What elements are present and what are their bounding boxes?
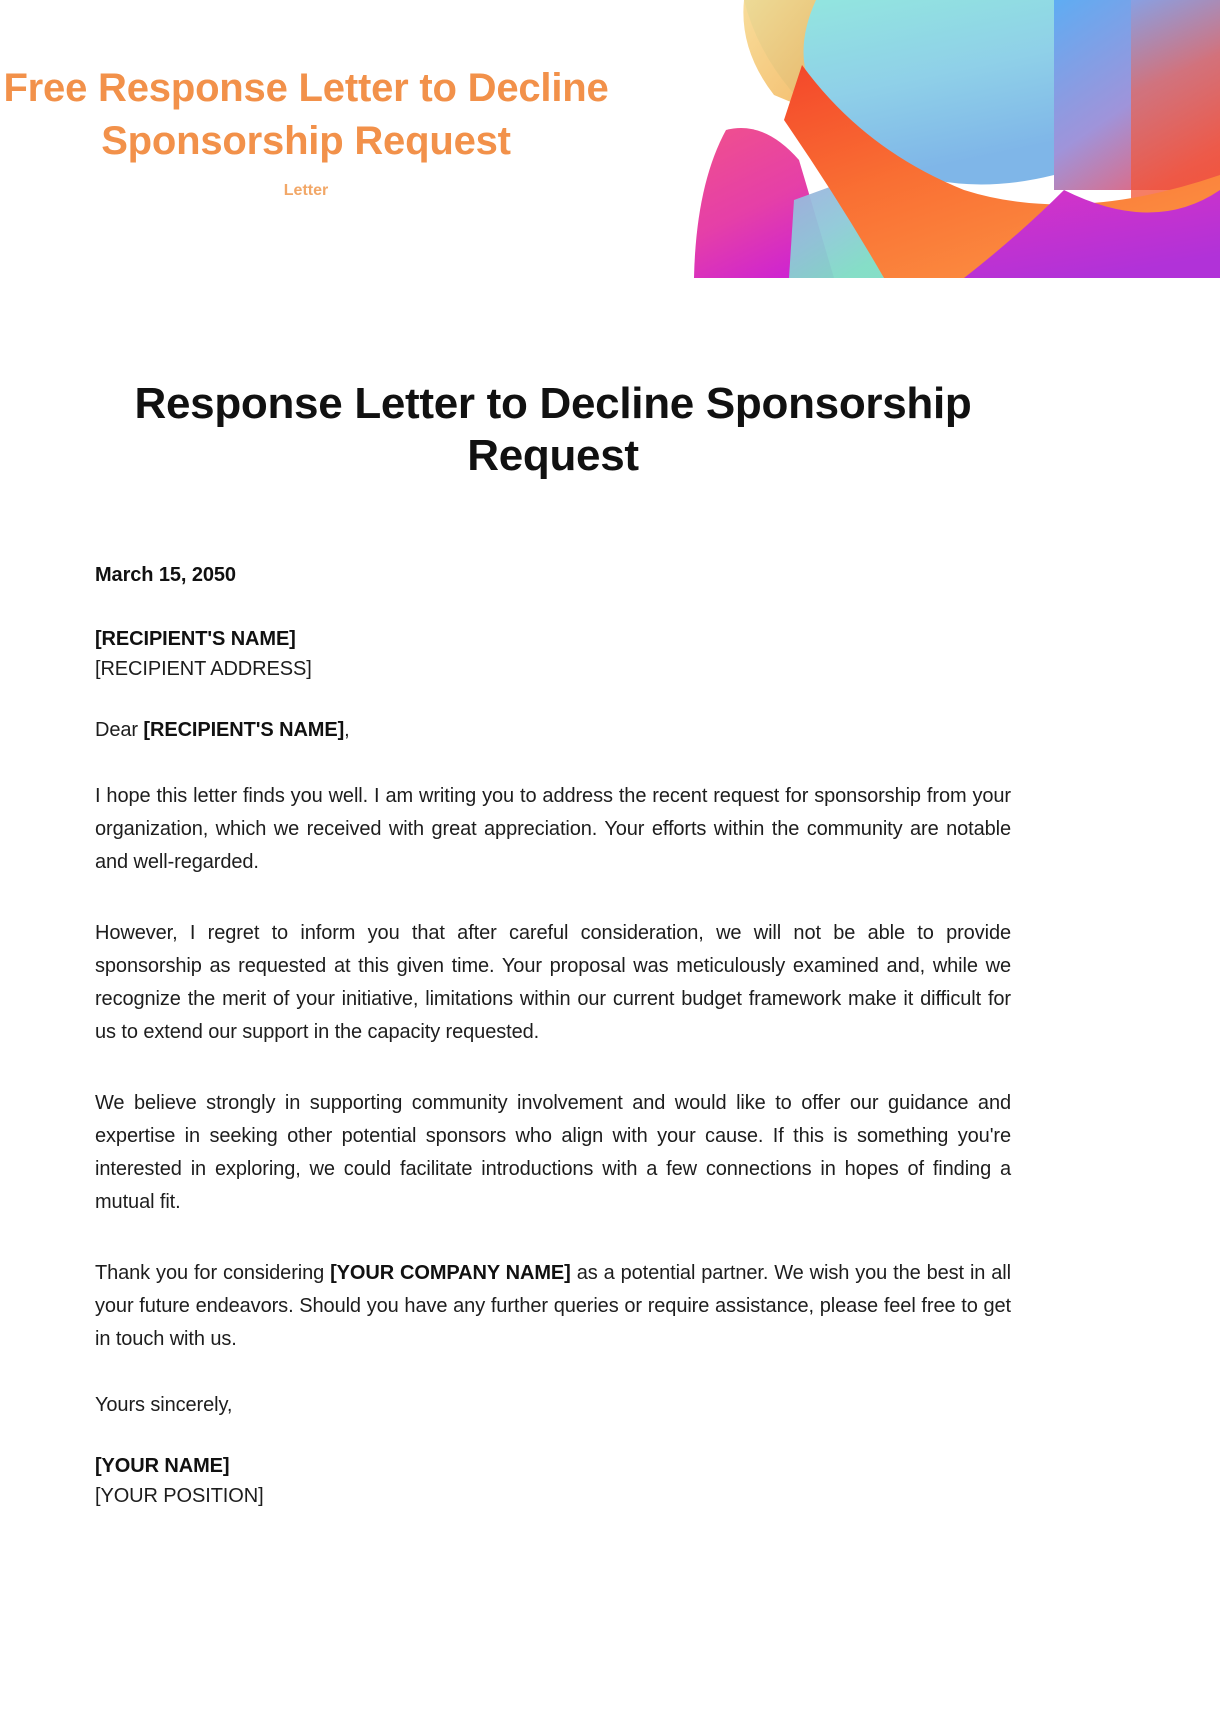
sender-position: [YOUR POSITION] — [95, 1484, 264, 1507]
document-title: Response Letter to Decline Sponsorship Request — [134, 379, 972, 480]
recipient-block — [95, 628, 1011, 681]
salutation-suffix: , — [344, 718, 350, 741]
salutation-recipient-name: [RECIPIENT'S NAME] — [143, 718, 345, 741]
body-paragraph-1: I hope this letter finds you well. I am writing you to address the recent request for sponsorship from your organization, which we received with great appreciation. Your efforts within the community are notable and well-regarded. — [95, 784, 1011, 873]
body-paragraph-4 — [95, 1257, 1011, 1356]
body-paragraph-2: However, I regret to inform you that after careful consideration, we will not be able to provide sponsorship as requested at this given time. Your proposal was meticulously examined and, while we recognize the merit of your initiative, limitations within our current budget framework make it difficult for us to extend our support in the capacity requested. — [95, 921, 1011, 1043]
abstract-gradient-artwork — [634, 0, 1220, 278]
sender-name: [YOUR NAME] — [95, 1454, 230, 1477]
recipient-name: [RECIPIENT'S NAME] — [95, 627, 296, 650]
promo-header — [0, 62, 612, 200]
promo-title-line-2: Sponsorship Request — [101, 118, 511, 163]
salutation-prefix: Dear — [95, 718, 144, 741]
promo-title-line-1: Free Response Letter to Decline — [3, 66, 609, 110]
salutation-line — [95, 719, 1011, 742]
letter-body — [95, 378, 1011, 1508]
company-name-placeholder: [YOUR COMPANY NAME] — [330, 1261, 571, 1284]
promo-title — [0, 62, 612, 168]
promo-subtitle: Letter — [283, 181, 329, 199]
paragraph-4-prefix: Thank you for considering — [95, 1261, 331, 1284]
paragraph-4-suffix: as a potential partner. We wish you the best in all your future endeavors. Should you have any further queries or require assistance, please feel free to get in touch with us. — [95, 1261, 1011, 1350]
recipient-address: [RECIPIENT ADDRESS] — [95, 657, 312, 680]
body-paragraph-3: We believe strongly in supporting community involvement and would like to offer our guidance and expertise in seeking other potential sponsors who align with your cause. If this is something you're interested in exploring, we could facilitate introductions with a few connections in hopes of finding a mutual fit. — [95, 1091, 1011, 1213]
signature-block — [95, 1455, 1011, 1508]
closing-line: Yours sincerely, — [95, 1393, 233, 1416]
letter-date: March 15, 2050 — [95, 563, 236, 586]
